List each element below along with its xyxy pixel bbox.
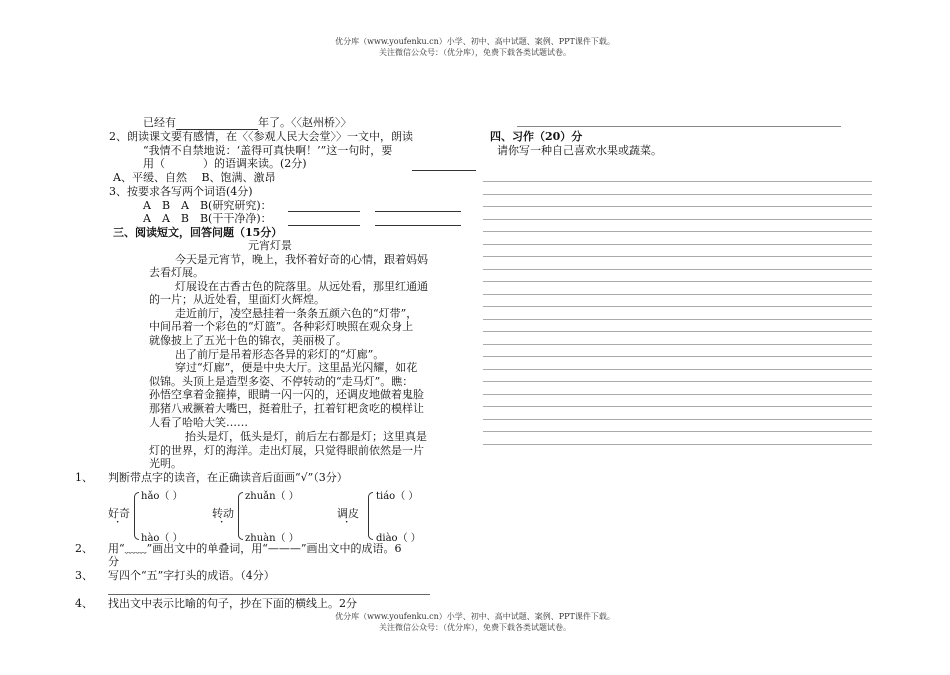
writing-line bbox=[483, 344, 872, 345]
pinyin-hao4: hào（ ） bbox=[141, 533, 183, 544]
writing-line bbox=[483, 306, 872, 307]
q2-answer-line bbox=[412, 170, 476, 171]
zhaozhou-text-a: 已经有 bbox=[143, 116, 176, 129]
writing-line bbox=[483, 244, 872, 245]
brace-2 bbox=[238, 492, 243, 540]
para-5-line-2: 似锦。头顶上是造型多姿、不停转动的“走马灯”。瞧： bbox=[149, 375, 414, 388]
q2-text-b: ）的语调来读。(2分) bbox=[203, 157, 307, 170]
writing-line bbox=[483, 231, 872, 232]
word-zhuandong-text: 转动 bbox=[212, 507, 234, 520]
para-1-line-1: 今天是元宵节，晚上，我怀着好奇的心情，跟着妈妈 bbox=[175, 253, 428, 266]
q2-options: A、平缓、自然 B、饱满、激昂 bbox=[113, 171, 276, 184]
writing-line bbox=[483, 269, 872, 270]
pinyin-zhuan4: zhuàn（ ） bbox=[245, 533, 299, 544]
q3-blank-3 bbox=[288, 225, 360, 226]
writing-line bbox=[483, 331, 872, 332]
footer-line-1: 优分库（www.youfenku.cn）小学、初中、高中试题、案例、PPT课件下载。 bbox=[335, 612, 615, 621]
para-6-line-1: 抬头是灯，低头是灯，前后左右都是灯；这里真是 bbox=[185, 430, 427, 443]
para-1-line-2: 去看灯展。 bbox=[149, 266, 204, 279]
writing-line bbox=[483, 319, 872, 320]
q3-abab: A B A B(研究研究)： bbox=[143, 199, 272, 212]
para-5-line-4: 那猪八戒撅着大嘴巴，挺着肚子，扛着钉耙贪吃的模样让 bbox=[149, 402, 424, 415]
section-4-title: 四、习作（20）分 bbox=[490, 130, 583, 143]
writing-line bbox=[483, 256, 872, 257]
rq4-text: 找出文中表示比喻的句子，抄在下面的横线上。2分 bbox=[108, 597, 357, 610]
pinyin-diao4: diào（ ） bbox=[376, 533, 421, 544]
writing-line bbox=[483, 419, 872, 420]
writing-line bbox=[483, 406, 872, 407]
writing-line bbox=[483, 431, 872, 432]
pinyin-tiao2: tiáo（ ） bbox=[376, 491, 419, 502]
rq4-number: 4、 bbox=[75, 597, 93, 610]
word-zhuandong bbox=[212, 507, 234, 521]
article-title: 元宵灯景 bbox=[248, 239, 292, 252]
writing-line bbox=[483, 356, 872, 357]
para-5-line-3: 孙悟空拿着金箍捧，眼睛一闪一闪的，还调皮地做着鬼脸 bbox=[149, 388, 424, 401]
section-3-title: 三、阅读短文，回答问题（15分） bbox=[113, 226, 283, 239]
rq2-text-2: 分 bbox=[108, 555, 119, 568]
q3-blank-4 bbox=[375, 225, 461, 226]
q3-title: 3、按要求各写两个词语(4分) bbox=[109, 185, 253, 198]
header-line-1: 优分库（www.youfenku.cn）小学、初中、高中试题、案例、PPT课件下载。 bbox=[335, 37, 615, 46]
rq3-answer-line bbox=[108, 594, 430, 595]
q3-blank-2 bbox=[375, 211, 461, 212]
writing-line bbox=[483, 294, 872, 295]
writing-line bbox=[483, 369, 872, 370]
word-tiaopi bbox=[337, 507, 359, 521]
q2-line-1: 2、朗读课文要有感情，在〈〈参观人民大会堂〉〉一文中，朗读 bbox=[109, 130, 413, 143]
writing-line bbox=[483, 381, 872, 382]
para-6-line-3: 光明。 bbox=[149, 457, 182, 470]
word-tiaopi-text: 调皮 bbox=[337, 507, 359, 520]
rq1-number: 1、 bbox=[75, 471, 93, 484]
rq2-number: 2、 bbox=[75, 542, 93, 555]
word-haoqi-text: 好奇 bbox=[108, 507, 130, 520]
word-haoqi bbox=[108, 507, 130, 521]
footer-line-2: 关注微信公众号：（优分库），免费下载各类试题试卷。 bbox=[379, 623, 571, 632]
brace-1 bbox=[134, 492, 139, 540]
para-5-line-5: 人看了哈哈大笑…… bbox=[149, 416, 248, 429]
rq3-number: 3、 bbox=[75, 569, 93, 582]
rq1-text: 判断带点字的读音，在正确读音后面画“√”（3分） bbox=[108, 471, 348, 484]
header-line-2: 关注微信公众号：（优分库），免费下载各类试题试卷。 bbox=[379, 48, 571, 57]
pinyin-zhuan3: zhuǎn（ ） bbox=[245, 491, 299, 502]
rq3-text: 写四个“五”字打头的成语。（4分） bbox=[108, 569, 275, 582]
writing-line bbox=[483, 281, 872, 282]
writing-prompt: 请你写一种自己喜欢水果或蔬菜。 bbox=[497, 144, 662, 157]
writing-line bbox=[483, 219, 872, 220]
para-6-line-2: 灯的世界，灯的海洋。走出灯展，只觉得眼前依然是一片 bbox=[149, 444, 424, 457]
zhaozhou-text-b: 年了。〈〈赵州桥〉〉 bbox=[258, 116, 352, 129]
q2-line-3 bbox=[143, 157, 307, 171]
writing-line bbox=[483, 394, 872, 395]
para-3-line-3: 就像披上了五光十色的锦衣，美丽极了。 bbox=[149, 334, 347, 347]
writing-line bbox=[483, 444, 872, 445]
para-5-line-1: 穿过“灯廊”，便是中央大厅。这里晶光闪耀，如花 bbox=[175, 361, 418, 374]
right-top-rule bbox=[517, 126, 841, 127]
q3-aabb: A A B B(干干净净)： bbox=[143, 212, 272, 225]
para-3-line-2: 中间吊着一个彩色的“灯篮”。各种彩灯映照在观众身上 bbox=[149, 320, 414, 333]
para-2-line-2: 的一片；从近处看，里面灯火辉煌。 bbox=[149, 293, 325, 306]
q2-text-a: 用（ bbox=[143, 157, 165, 170]
writing-line bbox=[483, 181, 872, 182]
q2-line-2: “我情不自禁地说：‘盖得可真快啊！’”这一句时，要 bbox=[143, 144, 393, 157]
q3-blank-1 bbox=[288, 211, 360, 212]
zhaozhou-line bbox=[143, 116, 352, 130]
pinyin-hao3: hǎo（ ） bbox=[141, 491, 183, 502]
writing-line bbox=[483, 206, 872, 207]
writing-line bbox=[483, 194, 872, 195]
para-4-line-1: 出了前厅是吊着形态各异的彩灯的“灯廊”。 bbox=[175, 348, 385, 361]
brace-3 bbox=[368, 492, 373, 540]
para-2-line-1: 灯展设在古香古色的院落里。从远处看，那里红通通 bbox=[175, 280, 428, 293]
rq2-text: 用“﹏﹏”画出文中的单叠词，用“———”画出文中的成语。6 bbox=[108, 542, 402, 555]
para-3-line-1: 走近前厅，凌空悬挂着一条条五颜六色的“灯带”， bbox=[175, 307, 418, 320]
